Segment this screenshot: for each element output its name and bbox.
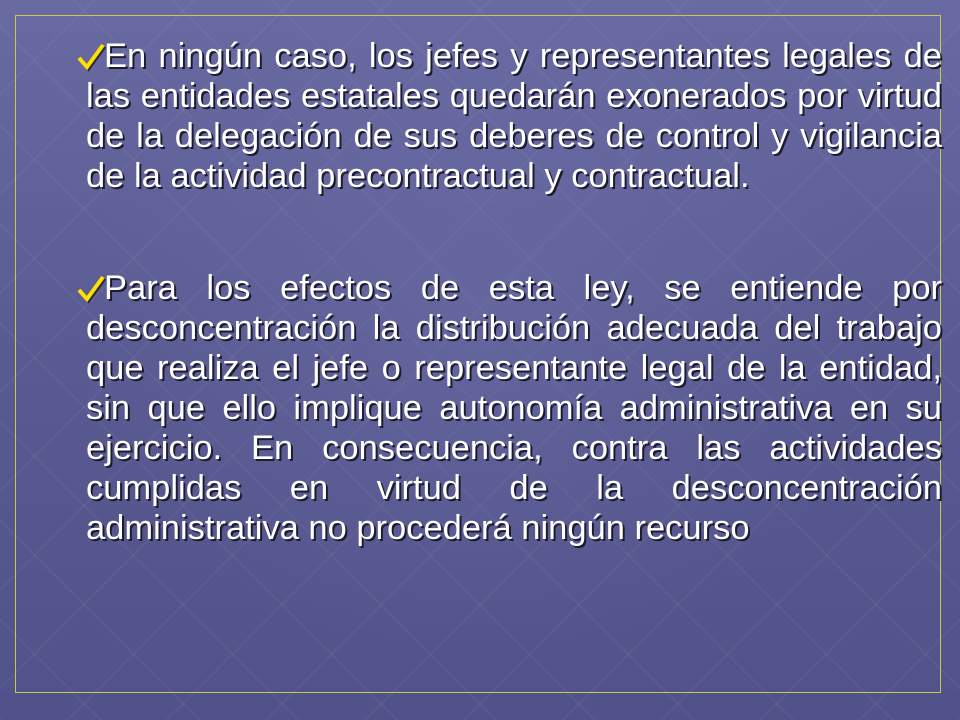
bullet-text-2: Para los efectos de esta ley, se entiende por desconcentración la distribución adecuada del trabajo que realiza el jefe o representante legal de la entidad, sin que ello implique autonomía administrativa en su ejercicio. En consecuencia, contra las actividades cumplidas en virtud de la desconcentración administrativa no procederá ningún recurso <box>86 269 942 547</box>
bullet-list <box>80 36 942 548</box>
bullet-item-1 <box>80 36 942 196</box>
bullet-item-2 <box>80 268 942 548</box>
bullet-text-1: En ningún caso, los jefes y representantes legales de las entidades estatales quedarán exonerados por virtud de la delegación de sus deberes de control y vigilancia de la actividad precontractual y contractual. <box>86 37 942 195</box>
checkmark-icon <box>76 42 106 72</box>
checkmark-icon <box>76 274 106 304</box>
